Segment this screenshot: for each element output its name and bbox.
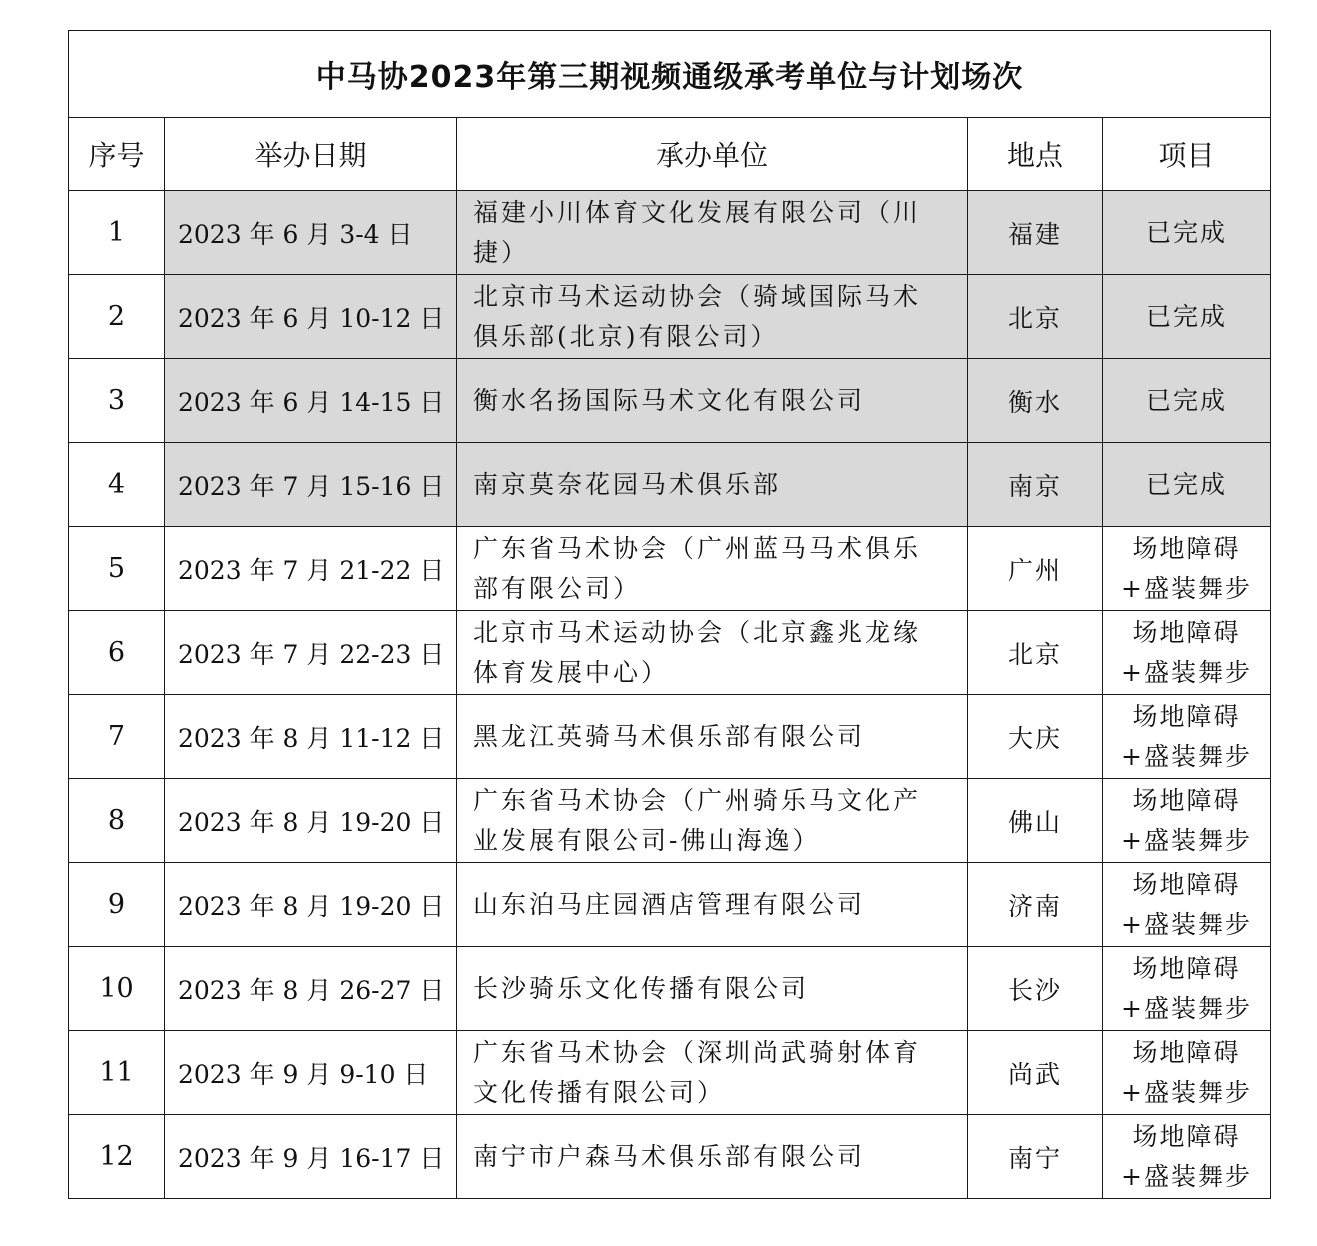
row-no: 12 [69,1115,165,1199]
header-date: 举办日期 [165,118,457,191]
table-row [69,275,1271,359]
row-place: 广州 [968,527,1103,611]
row-date: 2023 年 6 月 3-4 日 [165,191,457,275]
row-org: 长沙骑乐文化传播有限公司 [457,947,968,1031]
row-no: 8 [69,779,165,863]
row-no: 9 [69,863,165,947]
row-place: 北京 [968,275,1103,359]
row-no: 4 [69,443,165,527]
row-no: 11 [69,1031,165,1115]
row-no: 10 [69,947,165,1031]
row-place: 尚武 [968,1031,1103,1115]
header-row [69,118,1271,191]
row-item: 场地障碍+盛装舞步 [1103,947,1271,1031]
table-row [69,779,1271,863]
row-org: 南京莫奈花园马术俱乐部 [457,443,968,527]
table-row [69,947,1271,1031]
row-date: 2023 年 6 月 14-15 日 [165,359,457,443]
row-place: 衡水 [968,359,1103,443]
row-org: 北京市马术运动协会（北京鑫兆龙缘体育发展中心） [457,611,968,695]
table-row [69,443,1271,527]
row-item: 已完成 [1103,443,1271,527]
row-place: 北京 [968,611,1103,695]
table-row [69,359,1271,443]
row-item: 场地障碍+盛装舞步 [1103,527,1271,611]
row-date: 2023 年 7 月 21-22 日 [165,527,457,611]
header-place: 地点 [968,118,1103,191]
row-date: 2023 年 8 月 11-12 日 [165,695,457,779]
row-place: 长沙 [968,947,1103,1031]
table-row [69,611,1271,695]
row-place: 福建 [968,191,1103,275]
row-org: 衡水名扬国际马术文化有限公司 [457,359,968,443]
row-date: 2023 年 8 月 26-27 日 [165,947,457,1031]
row-item: 已完成 [1103,359,1271,443]
row-org: 黑龙江英骑马术俱乐部有限公司 [457,695,968,779]
row-item: 场地障碍+盛装舞步 [1103,695,1271,779]
row-no: 1 [69,191,165,275]
row-org: 广东省马术协会（深圳尚武骑射体育文化传播有限公司） [457,1031,968,1115]
row-org: 南宁市户森马术俱乐部有限公司 [457,1115,968,1199]
row-no: 2 [69,275,165,359]
row-item: 场地障碍+盛装舞步 [1103,779,1271,863]
table-row [69,863,1271,947]
row-no: 3 [69,359,165,443]
table-title: 中马协2023年第三期视频通级承考单位与计划场次 [69,31,1271,118]
row-org: 山东泊马庄园酒店管理有限公司 [457,863,968,947]
row-item: 已完成 [1103,191,1271,275]
row-no: 7 [69,695,165,779]
row-no: 6 [69,611,165,695]
row-place: 佛山 [968,779,1103,863]
row-no: 5 [69,527,165,611]
row-date: 2023 年 7 月 15-16 日 [165,443,457,527]
row-date: 2023 年 9 月 9-10 日 [165,1031,457,1115]
row-org: 广东省马术协会（广州骑乐马文化产业发展有限公司-佛山海逸） [457,779,968,863]
row-date: 2023 年 6 月 10-12 日 [165,275,457,359]
header-no: 序号 [69,118,165,191]
row-place: 大庆 [968,695,1103,779]
header-item: 项目 [1103,118,1271,191]
table-row [69,191,1271,275]
row-item: 场地障碍+盛装舞步 [1103,1115,1271,1199]
table-row [69,1115,1271,1199]
row-item: 场地障碍+盛装舞步 [1103,863,1271,947]
row-date: 2023 年 7 月 22-23 日 [165,611,457,695]
header-org: 承办单位 [457,118,968,191]
row-date: 2023 年 8 月 19-20 日 [165,863,457,947]
row-place: 南宁 [968,1115,1103,1199]
row-item: 场地障碍+盛装舞步 [1103,1031,1271,1115]
table-row [69,527,1271,611]
row-date: 2023 年 8 月 19-20 日 [165,779,457,863]
row-date: 2023 年 9 月 16-17 日 [165,1115,457,1199]
row-item: 已完成 [1103,275,1271,359]
row-org: 北京市马术运动协会（骑域国际马术俱乐部(北京)有限公司） [457,275,968,359]
row-item: 场地障碍+盛装舞步 [1103,611,1271,695]
row-org: 广东省马术协会（广州蓝马马术俱乐部有限公司） [457,527,968,611]
row-place: 南京 [968,443,1103,527]
table-row [69,695,1271,779]
row-place: 济南 [968,863,1103,947]
schedule-table [68,30,1271,1199]
row-org: 福建小川体育文化发展有限公司（川捷） [457,191,968,275]
table-row [69,1031,1271,1115]
title-row [69,31,1271,118]
